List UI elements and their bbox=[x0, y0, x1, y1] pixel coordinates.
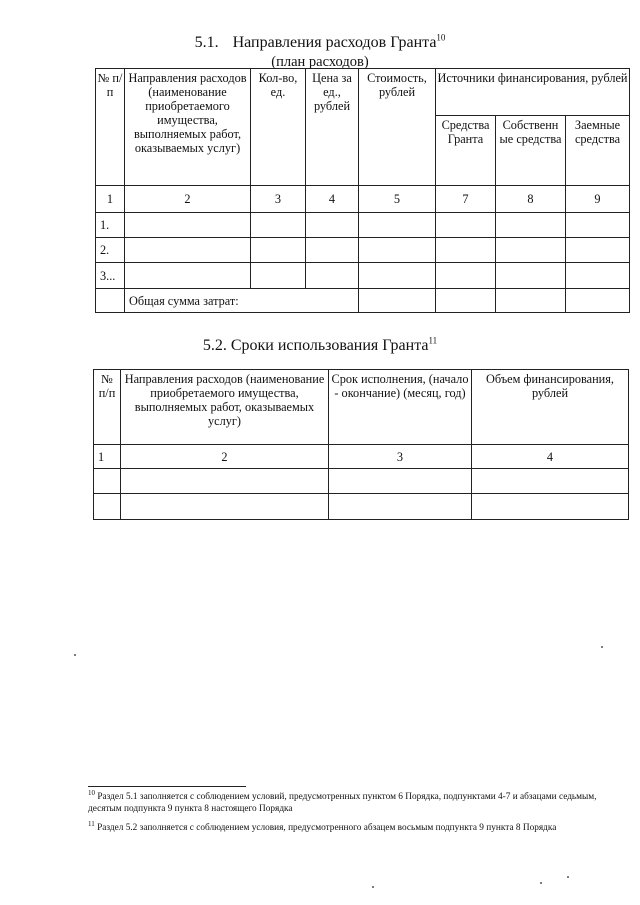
column-number: 2 bbox=[121, 445, 329, 469]
table-row bbox=[96, 238, 630, 263]
column-number: 4 bbox=[472, 445, 629, 469]
header-expense-direction: Направления расходов (наименование приобретаемого имущества, выполняемых работ, оказываемых услуг) bbox=[121, 370, 329, 445]
row-number: 1. bbox=[96, 213, 125, 238]
footnote-11-text: Раздел 5.2 заполняется с соблюдением условия, предусмотренного абзацем восьмым подпункта 9 пункта 8 Порядка bbox=[97, 823, 557, 833]
header-grant-funds: Средства Гранта bbox=[436, 116, 496, 186]
section-5-1-subtitle: (план расходов) bbox=[271, 54, 369, 70]
header-borrowed-funds: Заемные средства bbox=[566, 116, 630, 186]
total-row bbox=[96, 289, 630, 313]
section-5-2-title: 5.2. Сроки использования Гранта bbox=[202, 337, 429, 354]
scan-speck bbox=[372, 886, 374, 888]
scan-speck bbox=[567, 876, 569, 878]
grant-usage-terms-table bbox=[93, 369, 629, 520]
column-number: 2 bbox=[125, 186, 251, 213]
table-row bbox=[96, 263, 630, 289]
header-own-funds: Собственн ые средства bbox=[496, 116, 566, 186]
footnote-separator bbox=[88, 786, 246, 787]
header-expense-direction: Направления расходов (наименование приобретаемого имущества, выполняемых работ, оказываемых услуг) bbox=[125, 69, 251, 186]
column-number: 7 bbox=[436, 186, 496, 213]
column-number: 3 bbox=[251, 186, 306, 213]
footnote-ref-10: 10 bbox=[436, 32, 446, 43]
column-number: 8 bbox=[496, 186, 566, 213]
footnote-ref-11: 11 bbox=[428, 335, 438, 346]
scan-speck bbox=[601, 646, 603, 648]
footnote-10-mark: 10 bbox=[88, 788, 95, 797]
footnote-11-mark: 11 bbox=[88, 819, 95, 828]
footnote-10 bbox=[88, 788, 608, 815]
column-number: 1 bbox=[96, 186, 125, 213]
scan-speck bbox=[540, 882, 542, 884]
column-number: 1 bbox=[94, 445, 121, 469]
section-5-2-heading bbox=[0, 337, 640, 355]
column-numbers-row bbox=[96, 186, 630, 213]
row-number: 3... bbox=[96, 263, 125, 289]
column-number: 4 bbox=[306, 186, 359, 213]
header-unit-price: Цена за ед., рублей bbox=[306, 69, 359, 186]
column-number: 9 bbox=[566, 186, 630, 213]
header-quantity: Кол-во, ед. bbox=[251, 69, 306, 186]
header-cost: Стоимость, рублей bbox=[359, 69, 436, 186]
column-numbers-row bbox=[94, 445, 629, 469]
table-row bbox=[96, 213, 630, 238]
scan-speck bbox=[74, 654, 76, 656]
header-no: № п/п bbox=[94, 370, 121, 445]
expense-plan-table bbox=[95, 68, 630, 313]
header-funding-volume: Объем финансирования, рублей bbox=[472, 370, 629, 445]
table-row bbox=[94, 494, 629, 520]
table-row bbox=[94, 469, 629, 494]
footnote-10-text: Раздел 5.1 заполняется с соблюдением условий, предусмотренных пунктом 6 Порядка, подпунктами 4-7 и абзацами седьмым, десятым подпункта 9 пункта 8 настоящего Порядка bbox=[88, 792, 597, 814]
section-5-1-title: Направления расходов Гранта bbox=[232, 34, 437, 51]
section-5-1-number: 5.1. bbox=[194, 34, 219, 51]
column-number: 5 bbox=[359, 186, 436, 213]
footnote-11 bbox=[88, 819, 608, 835]
total-label: Общая сумма затрат: bbox=[125, 289, 359, 313]
header-funding-sources: Источники финансирования, рублей bbox=[436, 69, 630, 116]
column-number: 3 bbox=[329, 445, 472, 469]
section-5-1-heading bbox=[0, 34, 640, 52]
row-number: 2. bbox=[96, 238, 125, 263]
header-no: № п/п bbox=[96, 69, 125, 186]
header-execution-term: Срок исполнения, (начало - окончание) (месяц, год) bbox=[329, 370, 472, 445]
